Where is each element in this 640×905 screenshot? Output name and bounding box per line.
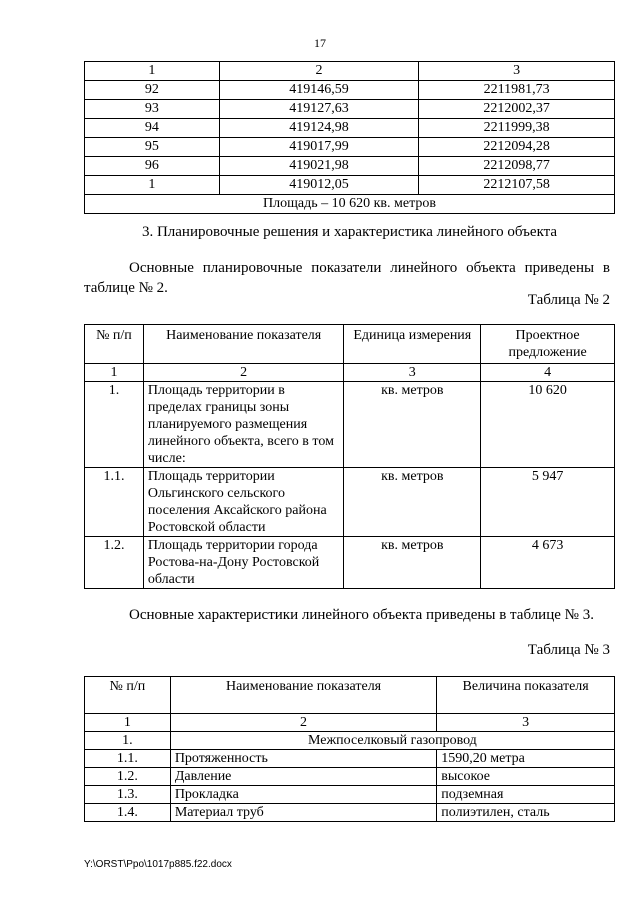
table-row — [85, 468, 615, 537]
table-cell: 1. — [85, 382, 144, 468]
table-row — [85, 119, 615, 138]
table-cell: кв. метров — [344, 382, 481, 468]
paragraph-1: Основные планировочные показатели линейного объекта приведены в таблице № 2. — [84, 260, 610, 296]
table-cell: 1 — [85, 62, 220, 81]
object-characteristics-table — [84, 676, 615, 822]
table-cell: 2212098,77 — [419, 157, 615, 176]
table2-caption: Таблица № 2 — [527, 292, 610, 308]
table-row — [85, 804, 615, 822]
table-cell: 95 — [85, 138, 220, 157]
table-cell: 2 — [143, 364, 344, 382]
table-cell: 1.2. — [85, 768, 171, 786]
table-cell: Протяженность — [170, 750, 436, 768]
table-cell: Материал труб — [170, 804, 436, 822]
table-cell: 2212002,37 — [419, 100, 615, 119]
table-header-row — [85, 677, 615, 714]
table-cell: кв. метров — [344, 537, 481, 589]
table-cell: высокое — [437, 768, 615, 786]
table-cell: 2 — [170, 714, 436, 732]
table-cell: 419012,05 — [219, 176, 419, 195]
table-cell: полиэтилен, сталь — [437, 804, 615, 822]
table-group-row — [85, 732, 615, 750]
table-row — [85, 786, 615, 804]
table-row — [85, 176, 615, 195]
section-heading: 3. Планировочные решения и характеристика линейного объекта — [141, 224, 558, 240]
table-header-row — [85, 325, 615, 364]
table-row — [85, 100, 615, 119]
area-total: Площадь – 10 620 кв. метров — [85, 195, 615, 214]
table-cell: № п/п — [85, 325, 144, 364]
table-footer-row — [85, 195, 615, 214]
table-cell: 1.3. — [85, 786, 171, 804]
table-cell: 5 947 — [481, 468, 615, 537]
table-cell: подземная — [437, 786, 615, 804]
table-cell: 93 — [85, 100, 220, 119]
table-cell: 1 — [85, 714, 171, 732]
table-cell: 2211999,38 — [419, 119, 615, 138]
table-cell: 419146,59 — [219, 81, 419, 100]
table-row — [85, 768, 615, 786]
table-cell: 92 — [85, 81, 220, 100]
coordinates-table — [84, 61, 615, 214]
planning-indicators-table — [84, 324, 615, 589]
table-cell: 3 — [437, 714, 615, 732]
table-cell: Давление — [170, 768, 436, 786]
table-cell: 1.1. — [85, 750, 171, 768]
table-cell: 10 620 — [481, 382, 615, 468]
table-cell: 1 — [85, 364, 144, 382]
table-row — [85, 537, 615, 589]
table-cell: 1. — [85, 732, 171, 750]
table-row — [85, 138, 615, 157]
page-number: 17 — [314, 36, 326, 50]
table-cell: 2211981,73 — [419, 81, 615, 100]
table-cell: 1.4. — [85, 804, 171, 822]
table3-caption: Таблица № 3 — [527, 642, 610, 658]
table-cell: 419017,99 — [219, 138, 419, 157]
table-cell: 3 — [344, 364, 481, 382]
table-cell: Проектное предложение — [481, 325, 615, 364]
table-cell: Площадь территории города Ростова-на-Дону Ростовской области — [143, 537, 344, 589]
table-cell: 2212107,58 — [419, 176, 615, 195]
table-cell: 4 673 — [481, 537, 615, 589]
table-cell: 2212094,28 — [419, 138, 615, 157]
table-row — [85, 81, 615, 100]
table-cell: Прокладка — [170, 786, 436, 804]
table-cell: 1590,20 метра — [437, 750, 615, 768]
table-row — [85, 157, 615, 176]
table-row — [85, 382, 615, 468]
table-header-row — [85, 62, 615, 81]
table-cell: 1 — [85, 176, 220, 195]
table-cell: кв. метров — [344, 468, 481, 537]
table-cell: Наименование показателя — [170, 677, 436, 714]
table-cell: Единица измерения — [344, 325, 481, 364]
table-cell: 1.2. — [85, 537, 144, 589]
table-cell: 3 — [419, 62, 615, 81]
table-cell: 2 — [219, 62, 419, 81]
paragraph-2: Основные характеристики линейного объекта приведены в таблице № 3. — [129, 607, 594, 623]
table-cell: 419127,63 — [219, 100, 419, 119]
table-number-row — [85, 364, 615, 382]
table-cell: 94 — [85, 119, 220, 138]
table-cell: 4 — [481, 364, 615, 382]
table-cell: 419124,98 — [219, 119, 419, 138]
table-cell: Межпоселковый газопровод — [170, 732, 614, 750]
table-cell: Площадь территории в пределах границы зоны планируемого размещения линейного объекта, всего в том числе: — [143, 382, 344, 468]
table-number-row — [85, 714, 615, 732]
table-cell: 96 — [85, 157, 220, 176]
table-cell: Величина показателя — [437, 677, 615, 714]
table-cell: 1.1. — [85, 468, 144, 537]
file-path-footer: Y:\ORST\Ppo\1017p885.f22.docx — [84, 859, 232, 870]
table-cell: 419021,98 — [219, 157, 419, 176]
table-row — [85, 750, 615, 768]
table-cell: № п/п — [85, 677, 171, 714]
table-cell: Площадь территории Ольгинского сельского поселения Аксайского района Ростовской области — [143, 468, 344, 537]
table-cell: Наименование показателя — [143, 325, 344, 364]
